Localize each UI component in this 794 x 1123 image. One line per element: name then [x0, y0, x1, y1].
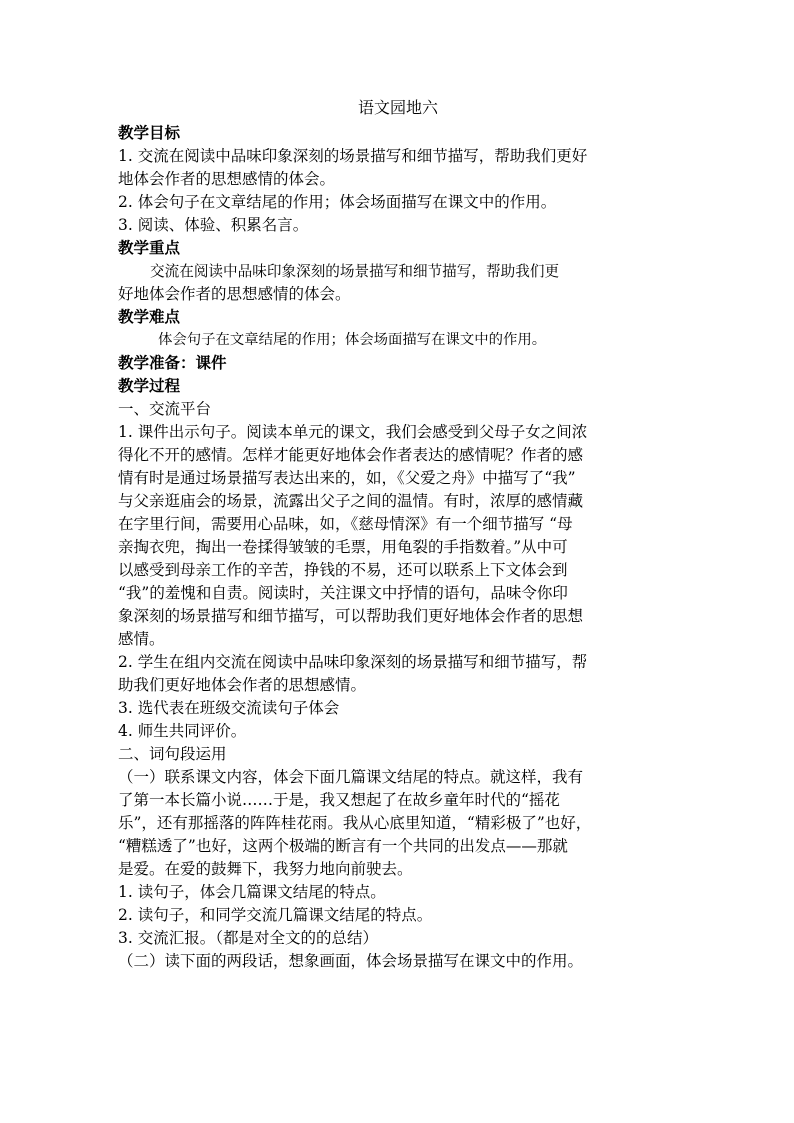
text-line: 2. 读句子，和同学交流几篇课文结尾的特点。 [118, 906, 433, 924]
text-line: 交流在阅读中品味印象深刻的场景描写和细节描写，帮助我们更 [150, 263, 560, 280]
text-line: 3. 阅读、体验、积累名言。 [118, 216, 309, 234]
section-heading: 教学重点 [118, 239, 181, 257]
text-line: （一）联系课文内容，体会下面几篇课文结尾的特点。就这样，我有 [118, 768, 584, 786]
text-line: 与父亲逛庙会的场景，流露出父子之间的温情。有时，浓厚的感情藏 [118, 492, 584, 510]
text-line: 亲掏衣兜，掏出一卷揉得皱皱的毛票，用龟裂的手指数着。”从中可 [118, 538, 568, 556]
text-line: 是爱。在爱的鼓舞下，我努力地向前驶去。 [118, 860, 413, 878]
text-line: 情有时是通过场景描写表达出来的，如，《父爱之舟》中描写了“我” [118, 469, 576, 487]
text-line: 1. 读句子，体会几篇课文结尾的特点。 [118, 883, 386, 901]
text-line: 地体会作者的思想感情的体会。 [118, 170, 336, 188]
text-line: 感情。 [118, 630, 165, 648]
text-line: 象深刻的场景描写和细节描写，可以帮助我们更好地体会作者的思想 [118, 607, 584, 625]
text-line: 2. 学生在组内交流在阅读中品味印象深刻的场景描写和细节描写，帮 [118, 653, 588, 671]
text-line: 体会句子在文章结尾的作用；体会场面描写在课文中的作用。 [158, 332, 547, 348]
text-line: 一、交流平台 [118, 400, 212, 418]
text-line: 2. 体会句子在文章结尾的作用；体会场面描写在课文中的作用。 [118, 193, 557, 211]
section-heading: 教学准备：课件 [118, 354, 227, 372]
text-line: 乐”，还有那摇落的阵阵桂花雨。我从心底里知道，“精彩极了”也好， [118, 814, 592, 832]
text-line: 3. 选代表在班级交流读句子体会 [118, 699, 340, 717]
text-line: 好地体会作者的思想感情的体会。 [118, 285, 351, 303]
text-line: 得化不开的感情。怎样才能更好地体会作者表达的感情呢？作者的感 [118, 446, 584, 464]
text-line: 以感受到母亲工作的辛苦，挣钱的不易，还可以联系上下文体会到 [118, 561, 568, 579]
text-line: 1. 交流在阅读中品味印象深刻的场景描写和细节描写，帮助我们更好 [118, 147, 588, 165]
text-line: “糟糕透了”也好，这两个极端的断言有一个共同的出发点——那就 [118, 837, 568, 855]
section-heading: 教学难点 [118, 308, 181, 326]
document-title: 语文园地六 [357, 98, 438, 117]
text-line: 助我们更好地体会作者的思想感情。 [118, 676, 367, 694]
text-line: 4. 师生共同评价。 [118, 722, 247, 740]
text-line: 3. 交流汇报。（都是对全文的的总结） [118, 929, 378, 947]
document-page [118, 96, 678, 973]
document-body [118, 122, 678, 973]
text-line: 在字里行间，需要用心品味，如，《慈母情深》有一个细节描写 “母 [118, 515, 573, 533]
text-line: （二）读下面的两段话，想象画面，体会场景描写在课文中的作用。 [118, 952, 584, 970]
text-line: 1. 课件出示句子。阅读本单元的课文，我们会感受到父母子女之间浓 [118, 423, 588, 441]
section-heading: 教学过程 [118, 377, 181, 395]
text-line: 二、词句段运用 [118, 745, 227, 763]
text-line: “我”的羞愧和自责。阅读时，关注课文中抒情的语句，品味令你印 [118, 584, 568, 602]
section-heading: 教学目标 [118, 124, 181, 142]
text-line: 了第一本长篇小说……于是，我又想起了在故乡童年时代的“摇花 [118, 791, 560, 809]
